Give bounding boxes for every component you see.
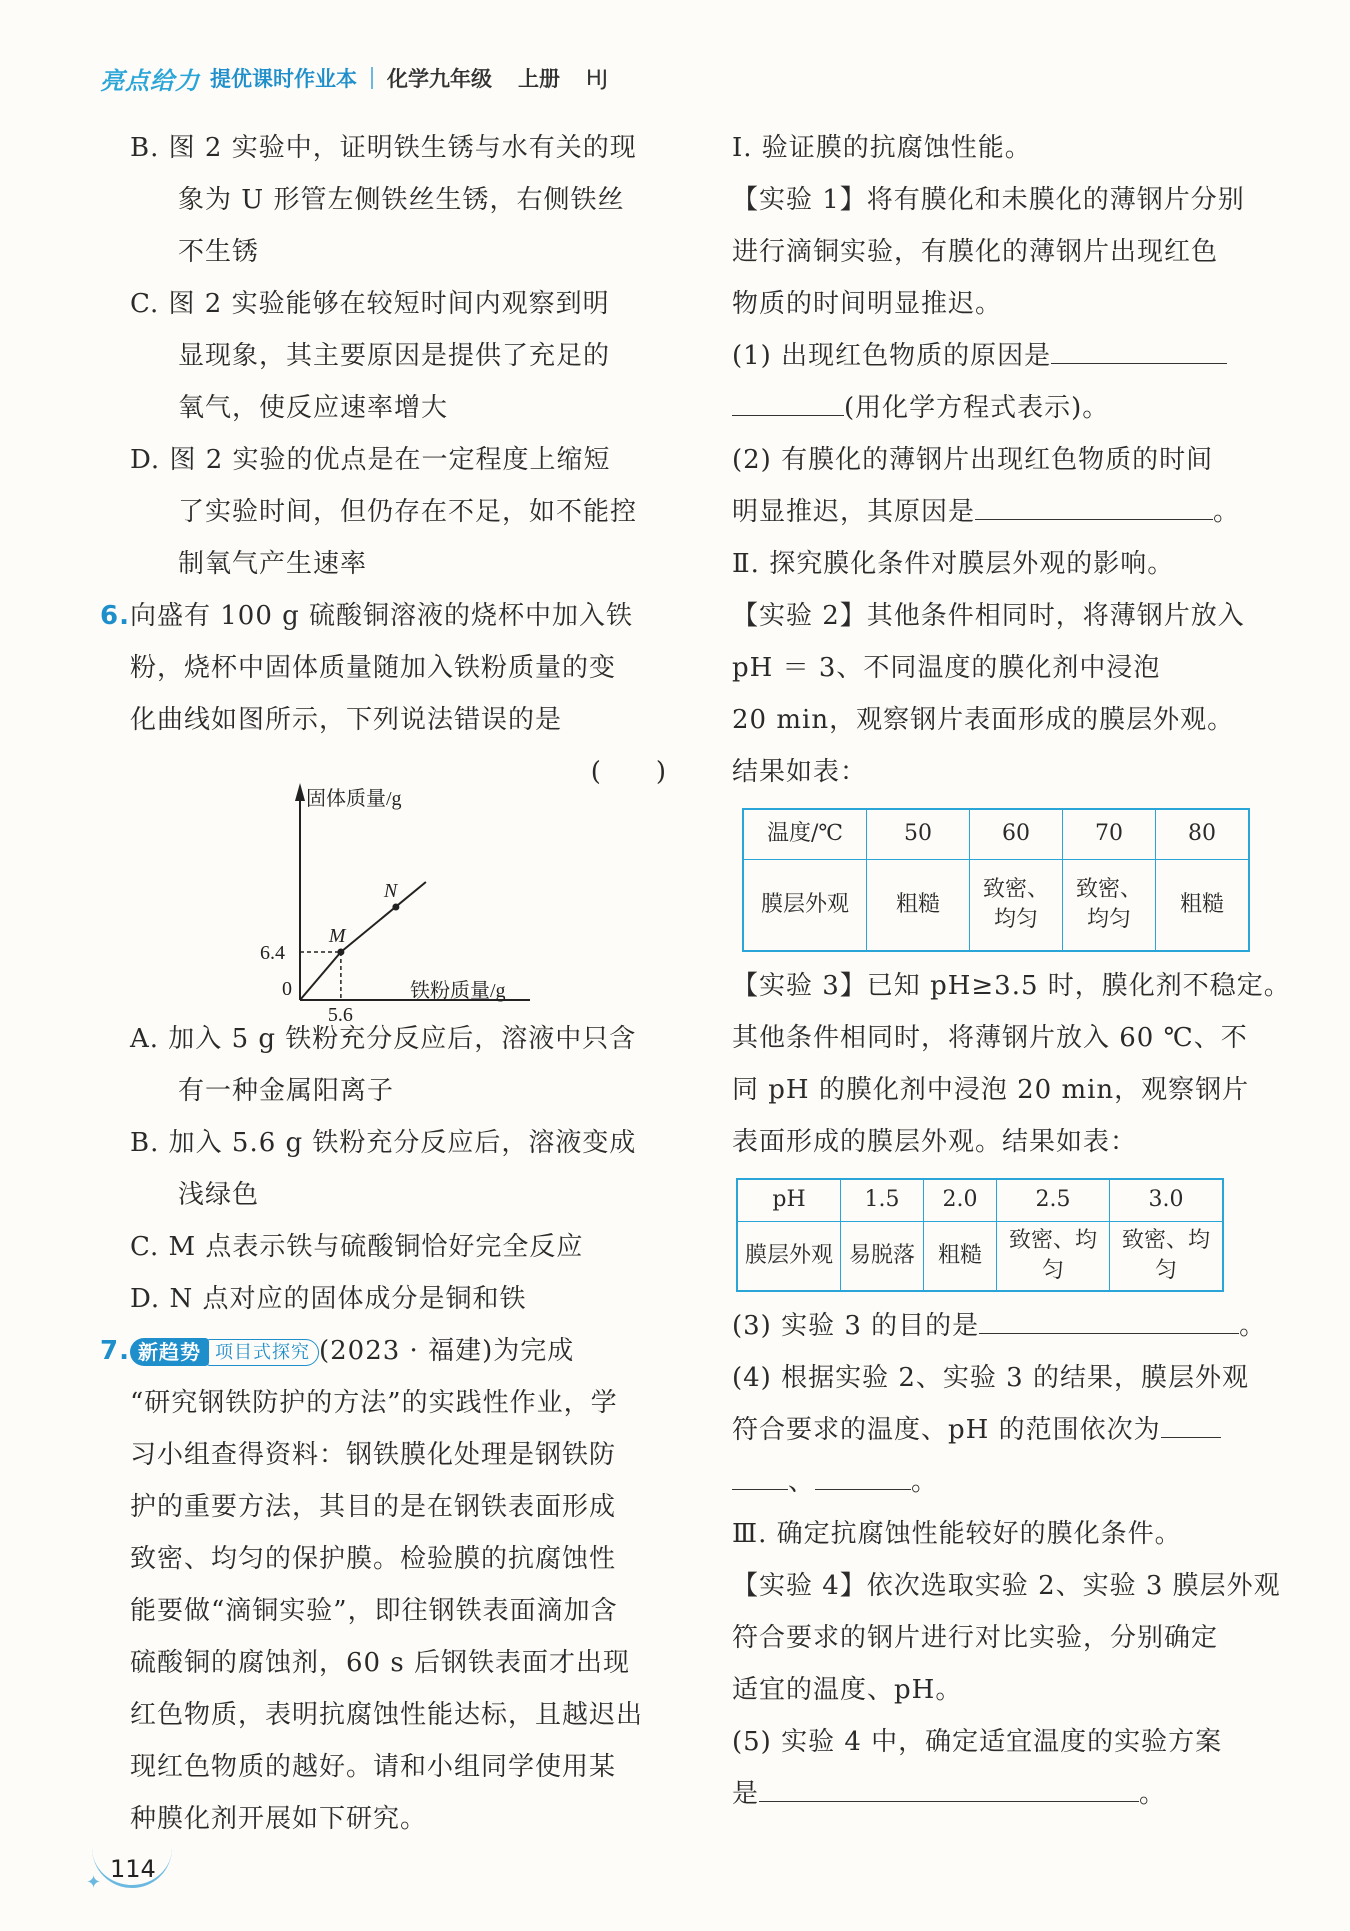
q1-answer-blank[interactable] [1051, 333, 1227, 364]
question-number: 6. [100, 601, 130, 631]
q6-option-b: B. 加入 5.6 g 铁粉充分反应后，溶液变成 [130, 1128, 637, 1158]
label-m: M [328, 925, 346, 947]
q4-answer-blank-1[interactable] [1161, 1407, 1221, 1438]
book-title: 化学九年级 [387, 67, 492, 91]
series-title: 提优课时作业本 [210, 67, 357, 91]
label-n: N [383, 880, 398, 902]
header-divider [371, 67, 373, 89]
experiment-2: 【实验 2】其他条件相同时，将薄钢片放入 [732, 601, 1245, 631]
q2-text: (2) 有膜化的薄钢片出现红色物质的时间 [732, 445, 1214, 475]
q1-text: (1) 出现红色物质的原因是 [732, 341, 1052, 371]
edition-label: HJ [586, 66, 608, 90]
q5-option-b: B. 图 2 实验中，证明铁生锈与水有关的现 象为 U 形管左侧铁丝生锈，右侧铁丝 不生锈 [130, 133, 637, 267]
q6-option-d: D. N 点对应的固体成分是铜和铁 [130, 1284, 527, 1314]
y-axis-arrow [295, 783, 305, 801]
table-cell: 膜层外观 [743, 859, 867, 951]
point-n [392, 904, 399, 911]
q5-option-c: C. 图 2 实验能够在较短时间内观察到明 显现象，其主要原因是提供了充足的 氧气，使反应速率增大 [130, 289, 611, 423]
q6-option-a: A. 加入 5 g 铁粉充分反应后，溶液中只含 [130, 1024, 637, 1054]
q4-text: (4) 根据实验 2、实验 3 的结果，膜层外观 [732, 1362, 1249, 1393]
q3-text: (3) 实验 3 的目的是 [732, 1310, 980, 1341]
volume-label: 上册 [518, 67, 560, 91]
q1-answer-blank-2[interactable] [732, 385, 844, 416]
section-2-heading: Ⅱ. 探究膜化条件对膜层外观的影响。 [732, 549, 1175, 579]
question-6: 6.向盛有 100 g 硫酸铜溶液的烧杯中加入铁 粉，烧杯中固体质量随加入铁粉质量的变 化曲线如图所示，下列说法错误的是 ( ) A. 加入 5 g 铁粉充分反应后，溶液中只含 有一种金属阳离子 B. 加入 5.6 g 铁粉充分反应后，溶液变成 浅绿色 C. M 点表示铁与硫酸铜恰好完全反应 D. N 点对应的固体成分是铜和铁 [130, 590, 675, 1325]
q4-answer-blank-2[interactable] [815, 1459, 911, 1490]
curve-segment-1 [300, 952, 341, 1000]
answer-bracket[interactable]: ( ) [590, 757, 667, 787]
point-m [337, 949, 344, 956]
q3-answer-blank[interactable] [979, 1303, 1239, 1334]
origin-label: 0 [282, 978, 292, 1000]
page-header [100, 58, 634, 98]
q5-option-d: D. 图 2 实验的优点是在一定程度上缩短 了实验时间，但仍存在不足，如不能控 制氧气产生速率 [130, 445, 638, 579]
q6-option-c: C. M 点表示铁与硫酸铜恰好完全反应 [130, 1232, 584, 1262]
temperature-table: 温度/℃ 50 60 70 80 膜层外观 粗糙 致密、均匀 致密、均匀 粗糙 [742, 808, 1250, 952]
experiment-3: 【实验 3】已知 pH≥3.5 时，膜化剂不稳定。 [732, 971, 1291, 1001]
ph-table: pH 1.5 2.0 2.5 3.0 膜层外观 易脱落 粗糙 致密、均匀 致密、均匀 [736, 1178, 1224, 1292]
trend-tag: 新趋势 [130, 1338, 209, 1366]
experiment-4: 【实验 4】依次选取实验 2、实验 3 膜层外观 [732, 1570, 1281, 1601]
table-cell: 膜层外观 [737, 1221, 841, 1291]
q2-answer-blank[interactable] [975, 489, 1213, 520]
table-header: 温度/℃ [743, 809, 867, 859]
x-axis-label: 铁粉质量/g [410, 980, 506, 1002]
project-tag: 项目式探究 [206, 1339, 319, 1366]
x-tick-label: 5.6 [327, 1004, 353, 1026]
y-tick-label: 6.4 [260, 942, 285, 964]
section-3-heading: Ⅲ. 确定抗腐蚀性能较好的膜化条件。 [732, 1518, 1182, 1549]
section-1-heading: Ⅰ. 验证膜的抗腐蚀性能。 [732, 133, 1032, 163]
q5-answer-blank[interactable] [759, 1771, 1139, 1802]
brand-logo: 亮点给力 [100, 66, 200, 95]
right-column: Ⅰ. 验证膜的抗腐蚀性能。 【实验 1】将有膜化和未膜化的薄钢片分别 进行滴铜实验，有膜化的薄钢片出现红色 物质的时间明显推迟。 (1) 出现红色物质的原因是 (用化学方程式表示)。 (2) 有膜化的薄钢片出现红色物质的时间 明显推迟，其原因是 。 Ⅱ. 探究膜化条件对膜层外观的影响。 【实验 2】其他条件相同时，将薄钢片放入 pH ＝ 3、不同温度的膜化剂中浸泡 20 min，观察钢片表面形成的膜层外观。 结果如表： 温度/℃ 50 60 70 80 膜层外观 粗糙 致密、均匀 致密、均匀 粗糙 【实验 3】已知 pH≥3.5 时，膜化剂不稳定。 其他条件相同时，将薄钢片放入 60 ℃、不 同 pH 的膜化剂中浸泡 20 min，观察钢片 表面形成的膜层外观。结果如表： pH 1.5 2.0 2.5 3.0 膜层外观 易脱落 粗糙 致密、均匀 致密、均匀 (3) 实验 3 的目的是 。 (4) 根据实验 2、实验 3 的结果，膜层外观 符合要求的温度、pH 的范围依次为 、 。 Ⅲ. 确定抗腐蚀性能较好的膜化条件。 【实验 4】依次选取实验 2、实验 3 膜层外观 符合要求的钢片进行对比实验，分别确定 适宜的温度、pH。 (5) 实验 4 中，确定适宜温度的实验方案 是 。 [732, 122, 1272, 1820]
page-number: 114 [110, 1855, 156, 1883]
star-icon: ✦ [86, 1872, 102, 1893]
y-axis-label: 固体质量/g [306, 788, 402, 810]
question-7: 7. 新趋势 项目式探究 (2023 · 福建)为完成 “研究钢铁防护的方法”的实践性作业，学 习小组查得资料：钢铁膜化处理是钢铁防 护的重要方法，其目的是在钢铁表面形成 致密、均匀的保护膜。检验膜的抗腐蚀性 能要做“滴铜实验”，即往钢铁表面滴加含 硫酸铜的腐蚀剂，60 s 后钢铁表面才出现 红色物质，表明抗腐蚀性能达标，且越迟出 现红色物质的越好。请和小组同学使用某 种膜化剂开展如下研究。 [100, 1336, 644, 1834]
mass-chart [230, 775, 550, 1026]
q5-text: (5) 实验 4 中，确定适宜温度的实验方案 [732, 1726, 1223, 1757]
experiment-1: 【实验 1】将有膜化和未膜化的薄钢片分别 [732, 185, 1245, 215]
question-number: 7. [100, 1336, 130, 1366]
table-header: pH [737, 1179, 841, 1221]
